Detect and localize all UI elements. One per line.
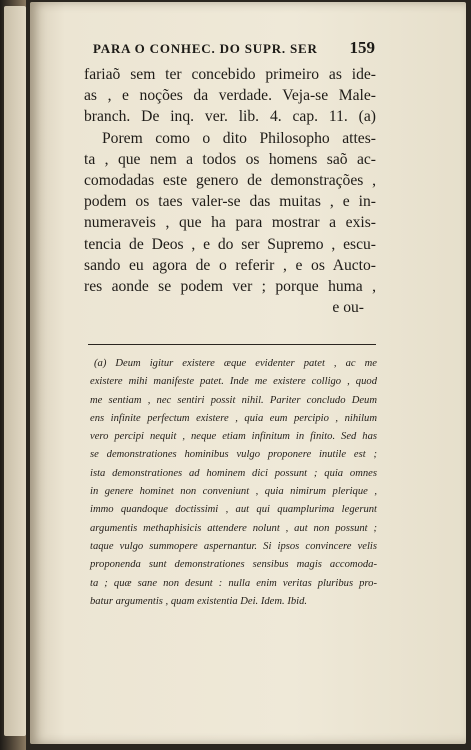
text-line: branch. De inq. ver. lib. 4. cap. 11. (a) xyxy=(84,108,376,126)
running-title: PARA O CONHEC. DO SUPR. SER xyxy=(93,41,318,56)
footnote-line: proponenda sunt demonstrationes sensibus magis accomoda- xyxy=(90,559,377,571)
text-line: Porem como o dito Philosopho attes- xyxy=(102,129,376,147)
footnote-line: taque vulgo summopere aspernantur. Si ipsos convincere velis xyxy=(90,540,377,552)
footnote-line: immo quandoque doctissimi , aut qui quamplurima legerunt xyxy=(90,504,377,516)
text-line: podem os taes valer-se das muitas , e in- xyxy=(84,193,376,211)
footnote-rule xyxy=(88,344,376,345)
text-line: fariaõ sem ter concebido primeiro as ide- xyxy=(84,66,376,83)
footnote-line: vero percipi nequit , neque etiam infinitum in finito. Sed has xyxy=(90,431,377,443)
footnote-line: batur argumentis , quam existentia Dei. Idem. Ibid. xyxy=(90,595,308,607)
running-head xyxy=(93,38,375,58)
footnote xyxy=(90,355,377,611)
footnote-line: se demonstrationes hominibus vulgo proponere inutile est ; xyxy=(90,449,377,461)
footnote-line: argumentis methaphisicis attendere nolunt , aut non possunt ; xyxy=(90,522,377,534)
footnote-line: ens infinite perfectum existere , quia eum percipio , nihilum xyxy=(90,412,377,424)
text-line: tencia de Deos , e do ser Supremo , escu- xyxy=(84,235,376,253)
footnote-line: in genere hominet non conveniunt , quia nimirum plerique , xyxy=(90,486,377,498)
catchword: e ou- xyxy=(332,299,364,317)
footnote-line: ta ; quæ sane non desunt : nulla enim veritas pluribus pro- xyxy=(90,577,377,589)
footnote-line: ista demonstrationes ad hominem dici possunt ; quia omnes xyxy=(90,467,377,479)
main-text xyxy=(84,64,376,318)
text-line: sando eu agora de o referir , e os Auctо- xyxy=(84,256,376,274)
text-line: res aonde se podem ver ; porque huma , xyxy=(84,277,376,295)
footnote-line: me sentiam , nec sentiri possit nihil. Pariter concludo Deum xyxy=(90,394,377,406)
footnote-line: existere mihi manifeste patet. Inde me existere colligo , quod xyxy=(90,376,377,388)
page-number: 159 xyxy=(349,38,375,57)
facing-page-edge xyxy=(4,6,26,736)
text-line: ta , que nem a todos os homens saõ ac- xyxy=(84,150,376,168)
footnote-line: (a) Deum igitur existere æque evidenter patet , ac me xyxy=(94,358,377,369)
text-line: comodadas este genero de demonstrações , xyxy=(84,171,376,189)
text-line: numeraveis , que ha para mostrar a exis- xyxy=(84,214,376,232)
text-line: as , e noções da verdade. Veja-se Male- xyxy=(84,87,376,105)
